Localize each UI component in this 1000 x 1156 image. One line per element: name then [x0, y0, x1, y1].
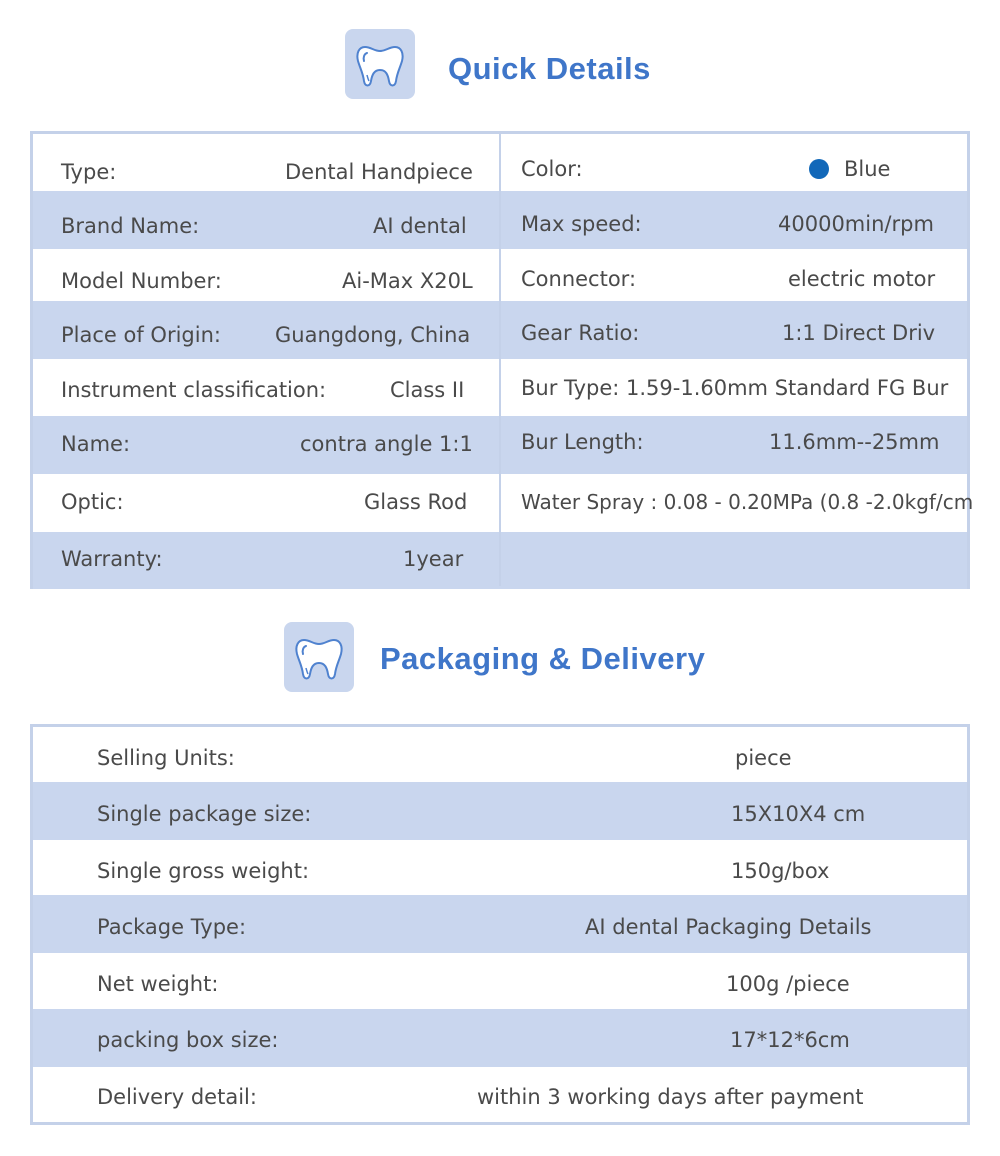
tooth-icon: [345, 29, 415, 99]
color-swatch: [809, 159, 829, 179]
gear-ratio-value: 1:1 Direct Driv: [782, 321, 936, 345]
tooth-icon: [284, 622, 354, 692]
quick-details-title: Quick Details: [448, 51, 651, 86]
warranty-label: Warranty:: [61, 547, 163, 571]
net-weight-value: 100g /piece: [726, 972, 850, 996]
name-label: Name:: [61, 432, 131, 456]
optic-value: Glass Rod: [364, 490, 468, 514]
packaging-header: [0, 600, 1000, 710]
bur-length-value: 11.6mm--25mm: [769, 430, 940, 454]
selling-units-label: Selling Units:: [97, 746, 235, 770]
quick-details-header: [0, 0, 1000, 110]
connector-label: Connector:: [521, 267, 637, 291]
brand-name-label: Brand Name:: [61, 214, 200, 238]
delivery-detail-value: within 3 working days after payment: [477, 1085, 864, 1109]
single-package-size-value: 15X10X4 cm: [731, 802, 866, 826]
packaging-title: Packaging & Delivery: [380, 641, 706, 676]
packaging-table: [30, 724, 970, 1125]
net-weight-label: Net weight:: [97, 972, 219, 996]
connector-value: electric motor: [788, 267, 936, 291]
color-value: Blue: [844, 157, 891, 181]
color-label: Color:: [521, 157, 583, 181]
bur-length-label: Bur Length:: [521, 430, 644, 454]
max-speed-value: 40000min/rpm: [778, 212, 934, 236]
water-spray-text: Water Spray : 0.08 - 0.20MPa (0.8 -2.0kgf/cm: [521, 490, 974, 514]
place-of-origin-value: Guangdong, China: [275, 323, 471, 347]
optic-label: Optic:: [61, 490, 124, 514]
column-divider: [499, 134, 501, 586]
type-value: Dental Handpiece: [285, 160, 473, 184]
type-label: Type:: [61, 160, 117, 184]
instrument-classification-label: Instrument classification:: [61, 378, 327, 402]
bur-type-text: Bur Type: 1.59-1.60mm Standard FG Bur: [521, 376, 949, 400]
max-speed-label: Max speed:: [521, 212, 642, 236]
place-of-origin-label: Place of Origin:: [61, 323, 221, 347]
quick-details-table: [30, 131, 974, 589]
package-type-value: AI dental Packaging Details: [585, 915, 872, 939]
single-gross-weight-value: 150g/box: [731, 859, 830, 883]
packing-box-size-value: 17*12*6cm: [730, 1028, 850, 1052]
delivery-detail-label: Delivery detail:: [97, 1085, 257, 1109]
packing-box-size-label: packing box size:: [97, 1028, 279, 1052]
single-package-size-label: Single package size:: [97, 802, 312, 826]
brand-name-value: AI dental: [373, 214, 467, 238]
name-value: contra angle 1:1: [300, 432, 473, 456]
selling-units-value: piece: [735, 746, 792, 770]
package-type-label: Package Type:: [97, 915, 247, 939]
model-number-label: Model Number:: [61, 269, 222, 293]
warranty-value: 1year: [403, 547, 464, 571]
instrument-classification-value: Class II: [390, 378, 465, 402]
model-number-value: Ai-Max X20L: [342, 269, 473, 293]
gear-ratio-label: Gear Ratio:: [521, 321, 640, 345]
single-gross-weight-label: Single gross weight:: [97, 859, 310, 883]
